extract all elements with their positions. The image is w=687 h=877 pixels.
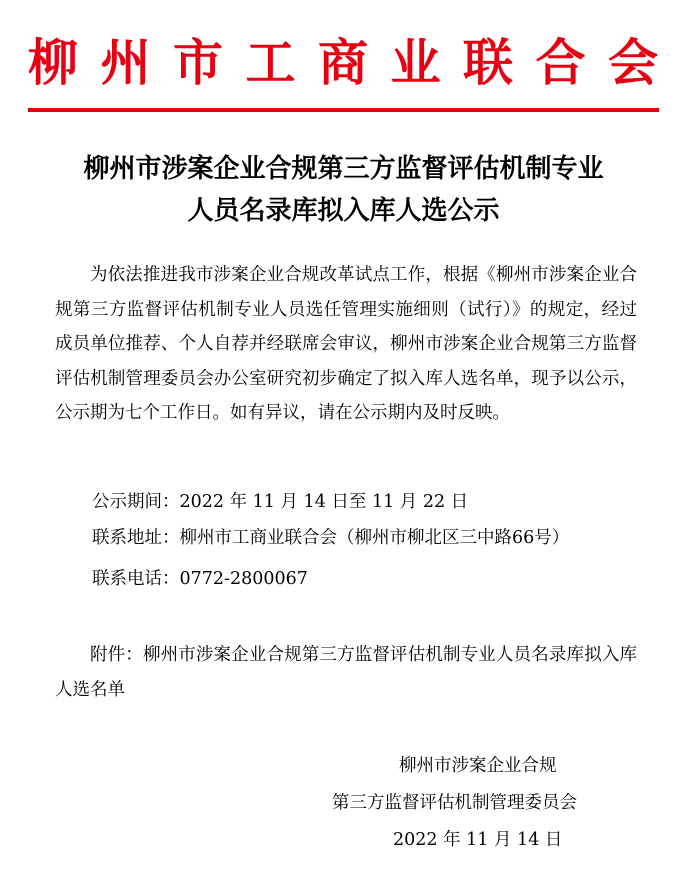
attachment-note: 附件：柳州市涉案企业合规第三方监督评估机制专业人员名录库拟入库人选名单 [55,645,637,700]
signature-date: 2022 年 11 月 14 日 [393,830,563,850]
contact-phone: 联系电话：0772-2800067 [92,569,308,589]
masthead-char: 会 [608,33,658,92]
body-paragraph: 为依法推进我市涉案企业合规改革试点工作，根据《柳州市涉案企业合规第三方监督评估机制专业人员选任管理实施细则（试行）》的规定，经过成员单位推荐、个人自荐并经联席会审议，柳州市涉案企业合规第三方监督评估机制管理委员会办公室研究初步确定了拟入库人选名单，现予以公示，公示期为七个工作日。如有异议，请在公示期内及时反映。 [55,265,637,423]
document-title [30,148,657,232]
masthead-char: 工 [245,33,296,92]
masthead-char: 联 [463,33,513,92]
title-line-1: 柳州市涉案企业合规第三方监督评估机制专业 [83,154,604,184]
title-line-2: 人员名录库拟入库人选公示 [187,196,500,226]
masthead [28,32,658,94]
masthead-char: 州 [100,33,151,92]
masthead-char: 柳 [28,33,78,92]
signature-org-line-1: 柳州市涉案企业合规 [399,756,557,776]
signature-org-line-2: 第三方监督评估机制管理委员会 [332,793,577,813]
masthead-rule [28,108,659,112]
masthead-char: 合 [535,33,586,92]
contact-address: 联系地址：柳州市工商业联合会（柳州市柳北区三中路66号） [92,528,570,548]
masthead-char: 市 [173,33,223,92]
notice-period: 公示期间：2022 年 11 月 14 日至 11 月 22 日 [92,492,469,512]
masthead-char: 商 [318,33,368,92]
masthead-char: 业 [390,33,441,92]
